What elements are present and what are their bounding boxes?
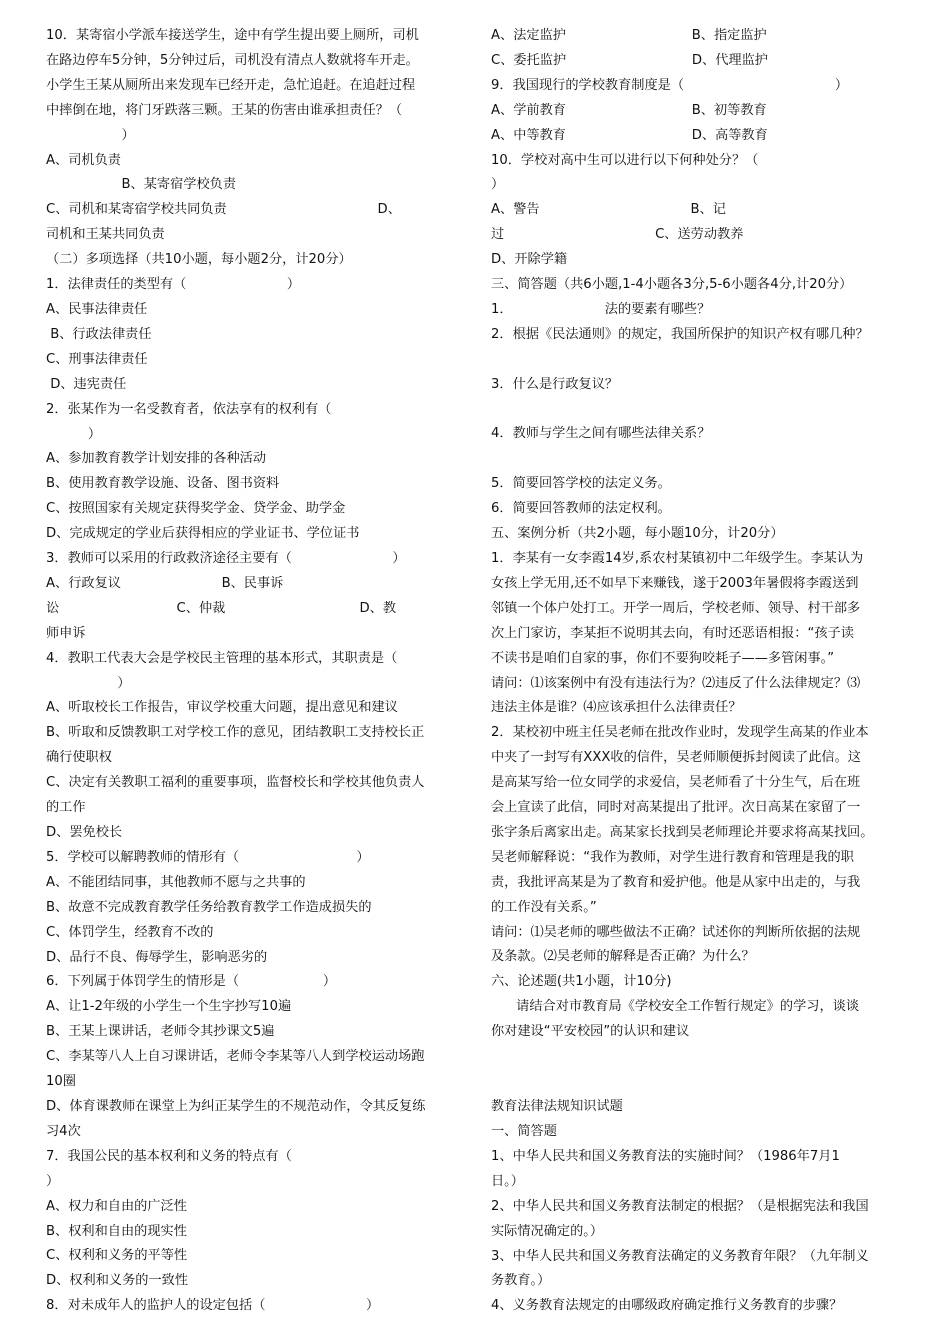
text-line: 9．我国现行的学校教育制度是（ ） (491, 77, 849, 93)
text-line: D、违宪责任 (46, 376, 127, 392)
text-line: 女孩上学无用,还不如早下来赚钱，遂于2003年暑假将李霞送到 (491, 575, 859, 591)
text-line: 2．某校初中班主任吴老师在批改作业时，发现学生高某的作业本 (491, 725, 869, 741)
text-line: 请问：⑴吴老师的哪些做法不正确？试述你的判断所依据的法规 (491, 924, 861, 940)
text-line: 教育法律法规知识试题 (491, 1099, 623, 1115)
text-line: D、罢免校长 (46, 825, 123, 840)
text-line (491, 398, 906, 423)
text-line: A、听取校长工作报告，审议学校重大问题，提出意见和建议 (46, 700, 398, 716)
text-line: 6．简要回答教师的法定权利。 (491, 501, 671, 517)
text-line: 5．简要回答学校的法定义务。 (491, 476, 671, 492)
text-line: C、按照国家有关规定获得奖学金、贷学金、助学金 (46, 501, 346, 517)
text-line: 请结合对市教育局《学校安全工作暂行规定》的学习，谈谈 (491, 999, 860, 1015)
text-line: A、学前教育 B、初等教育 (491, 102, 767, 118)
text-line: ） (491, 177, 505, 193)
text-line: D、品行不良、侮辱学生，影响恶劣的 (46, 949, 268, 965)
text-line: C、体罚学生，经教育不改的 (46, 924, 214, 940)
text-line: A、民事法律责任 (46, 301, 148, 317)
text-line: 8．对未成年人的监护人的设定包括（ ） (46, 1298, 380, 1314)
text-line: 吴老师解释说：“我作为教师，对学生进行教育和管理是我的职 (491, 849, 854, 865)
text-line (491, 447, 906, 472)
text-line: 你对建设“平安校园”的认识和建议 (491, 1024, 690, 1040)
text-line: A、不能团结同事，其他教师不愿与之共事的 (46, 874, 306, 890)
text-line: D、权利和义务的一致性 (46, 1273, 189, 1289)
text-line: B、听取和反馈教职工对学校工作的意见，团结教职工支持校长正 (46, 725, 425, 741)
text-line: 司机和王某共同负责 (46, 227, 165, 243)
text-line: A、警告 B、记 (491, 202, 726, 218)
text-line: 张字条后离家出走。高某家长找到吴老师理论并要求将高某找回。 (491, 824, 874, 840)
text-line: 日。） (491, 1173, 524, 1189)
text-line: 不读书是咱们自家的事，你们不要狗咬耗子——多管闲事。” (491, 650, 835, 666)
text-line: D、开除学籍 (491, 252, 568, 268)
text-line: 1．法律责任的类型有（ ） (46, 277, 301, 293)
text-line: 实际情况确定的。） (491, 1223, 604, 1239)
text-line: 违法主体是谁？⑷应该承担什么法律责任？ (491, 700, 742, 716)
text-line: 会上宣读了此信，同时对高某提出了批评。次日高某在家留了一 (491, 800, 861, 816)
text-line: 五、案例分析（共2小题，每小题10分，计20分） (491, 526, 784, 542)
text-line: 中摔倒在地，将门牙跌落三颗。王某的伤害由谁承担责任？（ (46, 102, 403, 118)
text-line: 及条款。⑵吴老师的解释是否正确？为什么？ (491, 949, 755, 965)
text-line: 的工作 (46, 800, 86, 816)
text-line: 请问：⑴该案例中有没有违法行为？⑵违反了什么法律规定？⑶ (491, 675, 861, 691)
text-line: 在路边停车5分钟，5分钟过后，司机没有清点人数就将车开走。 (46, 52, 419, 68)
text-line: B、权利和自由的现实性 (46, 1223, 187, 1239)
text-line: 确行使职权 (46, 750, 112, 766)
text-line: C、权利和义务的平等性 (46, 1248, 188, 1264)
text-line: 10．某寄宿小学派车接送学生，途中有学生提出要上厕所，司机 (46, 28, 419, 43)
text-line: ） (46, 675, 131, 691)
text-line: A、法定监护 B、指定监护 (491, 28, 767, 43)
text-line: 务教育。） (491, 1273, 551, 1289)
text-line: 2、中华人民共和国义务教育法制定的根据？（是根据宪法和我国 (491, 1198, 869, 1214)
text-line: 小学生王某从厕所出来发现车已经开走，急忙追赶。在追赶过程 (46, 77, 416, 93)
text-line: D、完成规定的学业后获得相应的学业证书、学位证书 (46, 526, 360, 542)
text-line: 1、中华人民共和国义务教育法的实施时间？（1986年7月1 (491, 1148, 840, 1164)
exam-section-continued (491, 24, 906, 1045)
text-line: 4、义务教育法规定的由哪级政府确定推行义务教育的步骤？ (491, 1298, 843, 1314)
text-line: 6．下列属于体罚学生的情形是（ ） (46, 974, 337, 990)
text-line: 邻镇一个体户处打工。开学一周后，学校老师、领导、村干部多 (491, 600, 861, 616)
text-line: 习4次 (46, 1123, 81, 1139)
text-line: 1．李某有一女李霞14岁,系农村某镇初中二年级学生。李某认为 (491, 550, 864, 566)
text-line: 六、论述题(共1小题，计10分) (491, 974, 672, 990)
text-line: B、王某上课讲话，老师令其抄课文5遍 (46, 1024, 275, 1040)
text-line: 3．什么是行政复议？ (491, 376, 619, 392)
text-line (491, 348, 906, 373)
text-line: A、让1-2年级的小学生一个生字抄写10遍 (46, 999, 292, 1015)
text-line: 3．教师可以采用的行政救济途径主要有（ ） (46, 551, 406, 567)
text-line: 4．教职工代表大会是学校民主管理的基本形式，其职责是（ (46, 650, 398, 666)
text-line: 2．根据《民法通则》的规定，我国所保护的知识产权有哪几种？ (491, 326, 869, 342)
text-line: ） (46, 1173, 60, 1189)
text-line: C、司机和某寄宿学校共同负责 D、 (46, 202, 401, 218)
text-line: 10圈 (46, 1074, 76, 1090)
text-line: 2．张某作为一名受教育者，依法享有的权利有（ (46, 401, 332, 417)
text-line: C、刑事法律责任 (46, 351, 148, 367)
text-line: 1． 法的要素有哪些？ (491, 301, 711, 317)
text-line: 是高某写给一位女同学的求爱信，吴老师看了十分生气，后在班 (491, 775, 861, 791)
text-line: B、某寄宿学校负责 (46, 177, 237, 193)
text-line: D、体育课教师在课堂上为纠正某学生的不规范动作，令其反复练 (46, 1098, 426, 1114)
text-line: 三、简答题（共6小题,1-4小题各3分,5-6小题各4分,计20分） (491, 277, 853, 293)
section-gap (491, 1045, 906, 1095)
text-line: 次上门家访，李某拒不说明其去向，有时还恶语相报：“孩子读 (491, 625, 854, 641)
text-line: 一、简答题 (491, 1124, 557, 1140)
text-line: 4．教师与学生之间有哪些法律关系？ (491, 426, 711, 442)
text-line: A、中等教育 D、高等教育 (491, 127, 768, 143)
text-line: A、司机负责 (46, 152, 121, 168)
text-line: ） (46, 127, 135, 143)
text-line: A、参加教育教学计划安排的各种活动 (46, 451, 267, 467)
text-line: B、使用教育教学设施、设备、图书资料 (46, 476, 280, 492)
text-line: 5．学校可以解聘教师的情形有（ ） (46, 849, 370, 865)
text-line: 7．我国公民的基本权利和义务的特点有（ (46, 1148, 292, 1164)
text-line: C、决定有关教职工福利的重要事项，监督校长和学校其他负责人 (46, 775, 425, 791)
text-line: （二）多项选择（共10小题，每小题2分，计20分） (46, 252, 352, 268)
text-line: 讼 C、仲裁 D、教 (46, 600, 397, 616)
text-line: 的工作没有关系。” (491, 899, 597, 915)
knowledge-test-section (491, 1095, 906, 1319)
text-line: B、行政法律责任 (46, 326, 152, 342)
text-line: C、委托监护 D、代理监护 (491, 52, 768, 68)
text-line: 10．学校对高中生可以进行以下何种处分？（ (491, 152, 759, 168)
text-line: ） (46, 426, 102, 442)
text-line: 过 C、送劳动教养 (491, 227, 744, 243)
text-line: 责，我批评高某是为了教育和爱护他。他是从家中出走的，与我 (491, 874, 861, 890)
left-column (46, 24, 461, 1319)
text-line: 3、中华人民共和国义务教育法确定的义务教育年限？（九年制义 (491, 1248, 869, 1264)
text-line: A、权力和自由的广泛性 (46, 1198, 187, 1214)
text-line: 师申诉 (46, 625, 86, 641)
text-line: A、行政复议 B、民事诉 (46, 575, 284, 591)
text-line: 中夹了一封写有XXX收的信件，吴老师顺便拆封阅读了此信。这 (491, 750, 861, 766)
text-line: B、故意不完成教育教学任务给教育教学工作造成损失的 (46, 899, 372, 915)
right-column (491, 24, 906, 1319)
text-line: C、李某等八人上自习课讲话，老师令李某等八人到学校运动场跑 (46, 1049, 425, 1065)
